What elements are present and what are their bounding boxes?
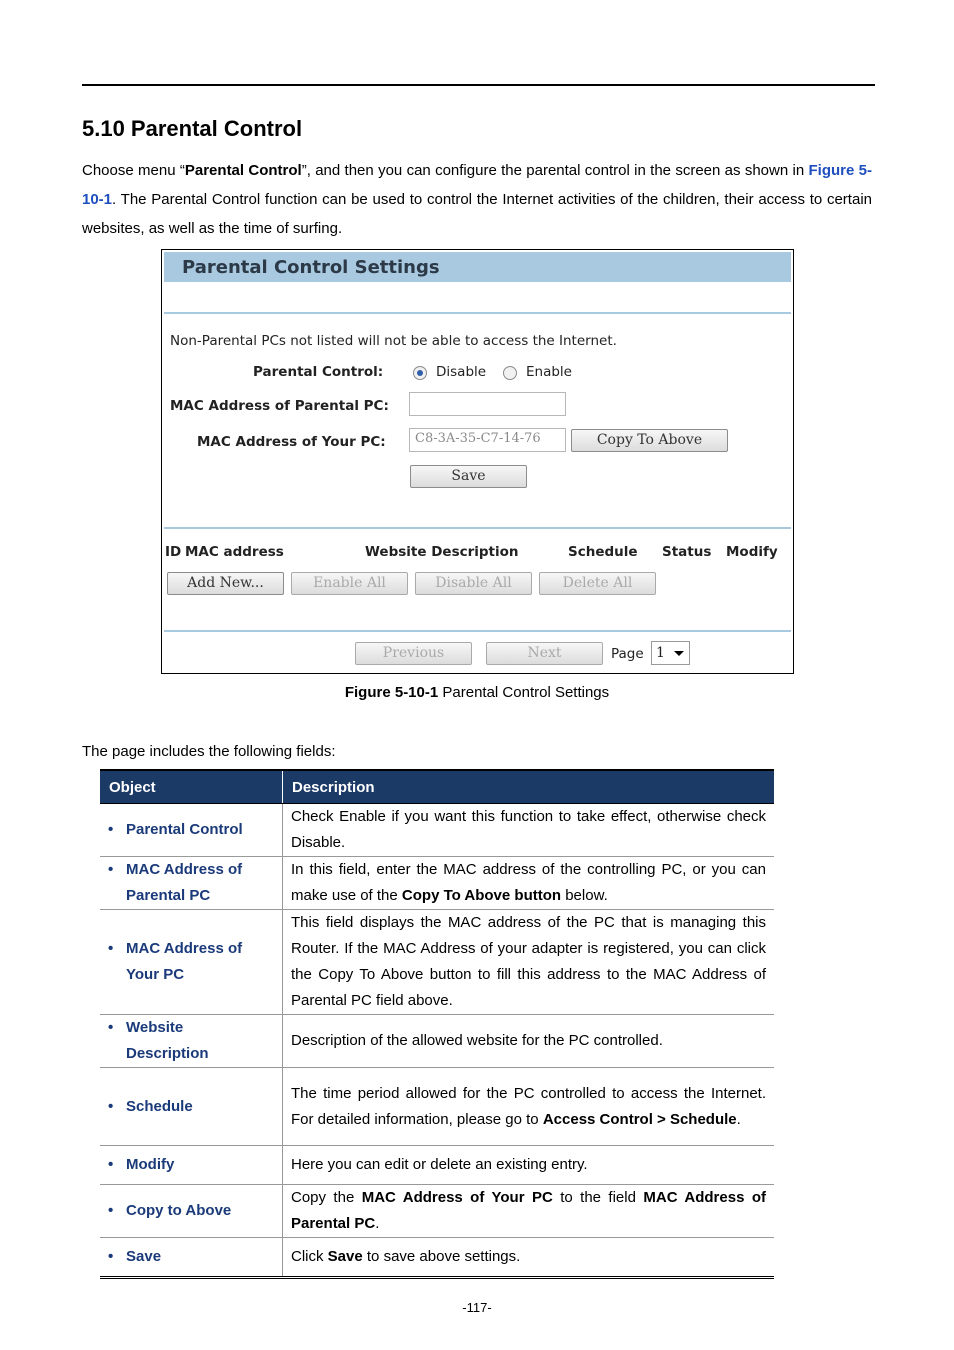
- copy-to-above-button[interactable]: Copy To Above: [571, 429, 728, 452]
- next-button[interactable]: Next: [486, 642, 603, 665]
- delete-all-button[interactable]: Delete All: [539, 572, 656, 595]
- object-description: The time period allowed for the PC controlled to access the Internet. For detailed information, please go to Access Control > Schedule.: [283, 1068, 775, 1146]
- table-row: • Website Description Description of the allowed website for the PC controlled.: [100, 1015, 774, 1068]
- object-name: MAC Address of: [126, 940, 243, 957]
- mac-your-input[interactable]: C8-3A-35-C7-14-76: [409, 428, 566, 452]
- settings-title: Parental Control Settings: [182, 257, 440, 278]
- col-id: ID: [165, 544, 182, 560]
- enable-radio-label: Enable: [526, 364, 572, 380]
- object-description: In this field, enter the MAC address of the controlling PC, or you can make use of the Copy To Above button below.: [283, 857, 775, 910]
- settings-titlebar: [164, 252, 791, 282]
- mac-your-label: MAC Address of Your PC:: [197, 434, 386, 450]
- header-object: Object: [100, 770, 283, 804]
- object-description: Check Enable if you want this function to take effect, otherwise check Disable.: [283, 804, 775, 857]
- object-name: Save: [126, 1248, 162, 1265]
- col-status: Status: [662, 544, 712, 560]
- divider: [164, 312, 791, 314]
- table-header-row: [100, 770, 774, 804]
- object-description: This field displays the MAC address of the PC that is managing this Router. If the MAC Address of your adapter is registered, you can click the Copy To Above button to fill this address to the MAC Address of Parental PC field above.: [283, 910, 775, 1015]
- col-schedule: Schedule: [568, 544, 638, 560]
- divider: [164, 630, 791, 632]
- parental-control-screenshot: [161, 249, 794, 674]
- object-description: Description of the allowed website for the PC controlled.: [283, 1015, 775, 1068]
- chevron-down-icon: [674, 651, 684, 656]
- table-row: • Save Click Save to save above settings.: [100, 1238, 774, 1278]
- object-name: Website: [126, 1019, 184, 1036]
- page-select-value: 1: [656, 645, 665, 661]
- page-number: -117-: [462, 1300, 492, 1315]
- fields-table: [100, 769, 774, 1279]
- table-row: • Copy to Above Copy the MAC Address of Your PC to the field MAC Address of Parental PC.: [100, 1185, 774, 1238]
- page-label: Page: [611, 646, 644, 662]
- table-row: • Modify Here you can edit or delete an existing entry.: [100, 1146, 774, 1185]
- col-website-description: Website Description: [365, 544, 519, 560]
- figure-link[interactable]: Figure 5-10-1: [82, 162, 873, 208]
- object-description: Here you can edit or delete an existing entry.: [283, 1146, 775, 1185]
- object-name: Schedule: [126, 1097, 193, 1115]
- mac-parental-label: MAC Address of Parental PC:: [170, 398, 389, 414]
- disable-all-button[interactable]: Disable All: [415, 572, 532, 595]
- figure-caption: Figure 5-10-1 Parental Control Settings: [344, 684, 610, 701]
- enable-radio[interactable]: [503, 366, 517, 380]
- previous-button[interactable]: Previous: [355, 642, 472, 665]
- col-mac-address: MAC address: [185, 544, 284, 560]
- intro-paragraph: Choose menu “Parental Control”, and then you can configure the parental control in the screen as shown in Figure 5-10-1. The Parental Control function can be used to control the Internet activities of the children, their access to certain websites, as well as the time of surfing.: [82, 162, 873, 237]
- object-description: Click Save to save above settings.: [283, 1238, 775, 1278]
- table-row: • Parental Control Check Enable if you want this function to take effect, otherwise check Disable.: [100, 804, 774, 857]
- notice-text: Non-Parental PCs not listed will not be able to access the Internet.: [170, 333, 617, 349]
- col-modify: Modify: [726, 544, 778, 560]
- object-name: Parental Control: [126, 821, 243, 838]
- object-name: Copy to Above: [126, 1202, 232, 1219]
- page-select[interactable]: [651, 641, 690, 665]
- divider: [164, 527, 791, 529]
- disable-radio-label: Disable: [436, 364, 487, 380]
- header-description: Description: [283, 770, 775, 804]
- add-new-button[interactable]: Add New...: [167, 572, 284, 595]
- fields-intro: The page includes the following fields:: [82, 743, 336, 760]
- parental-control-label: Parental Control:: [253, 364, 384, 380]
- mac-parental-input[interactable]: [409, 392, 566, 416]
- table-row: • MAC Address of Your PC This field displays the MAC address of the PC that is managing this Router. If the MAC Address of your adapter is registered, you can click the Copy To Above button to fill this address to the MAC Address of Parental PC field above.: [100, 910, 774, 1015]
- object-name: Modify: [126, 1156, 175, 1173]
- object-description: Copy the MAC Address of Your PC to the field MAC Address of Parental PC.: [283, 1185, 775, 1238]
- header-rule: [82, 84, 875, 86]
- object-name: MAC Address of: [126, 861, 243, 878]
- table-row: • MAC Address of Parental PC In this field, enter the MAC address of the controlling PC, or you can make use of the Copy To Above button below.: [100, 857, 774, 910]
- section-heading: 5.10 Parental Control: [82, 116, 303, 141]
- disable-radio[interactable]: [413, 366, 427, 380]
- enable-all-button[interactable]: Enable All: [291, 572, 408, 595]
- save-button[interactable]: Save: [410, 465, 527, 488]
- table-row: • Schedule The time period allowed for the PC controlled to access the Internet. For detailed information, please go to Access Control > Schedule.: [100, 1068, 774, 1146]
